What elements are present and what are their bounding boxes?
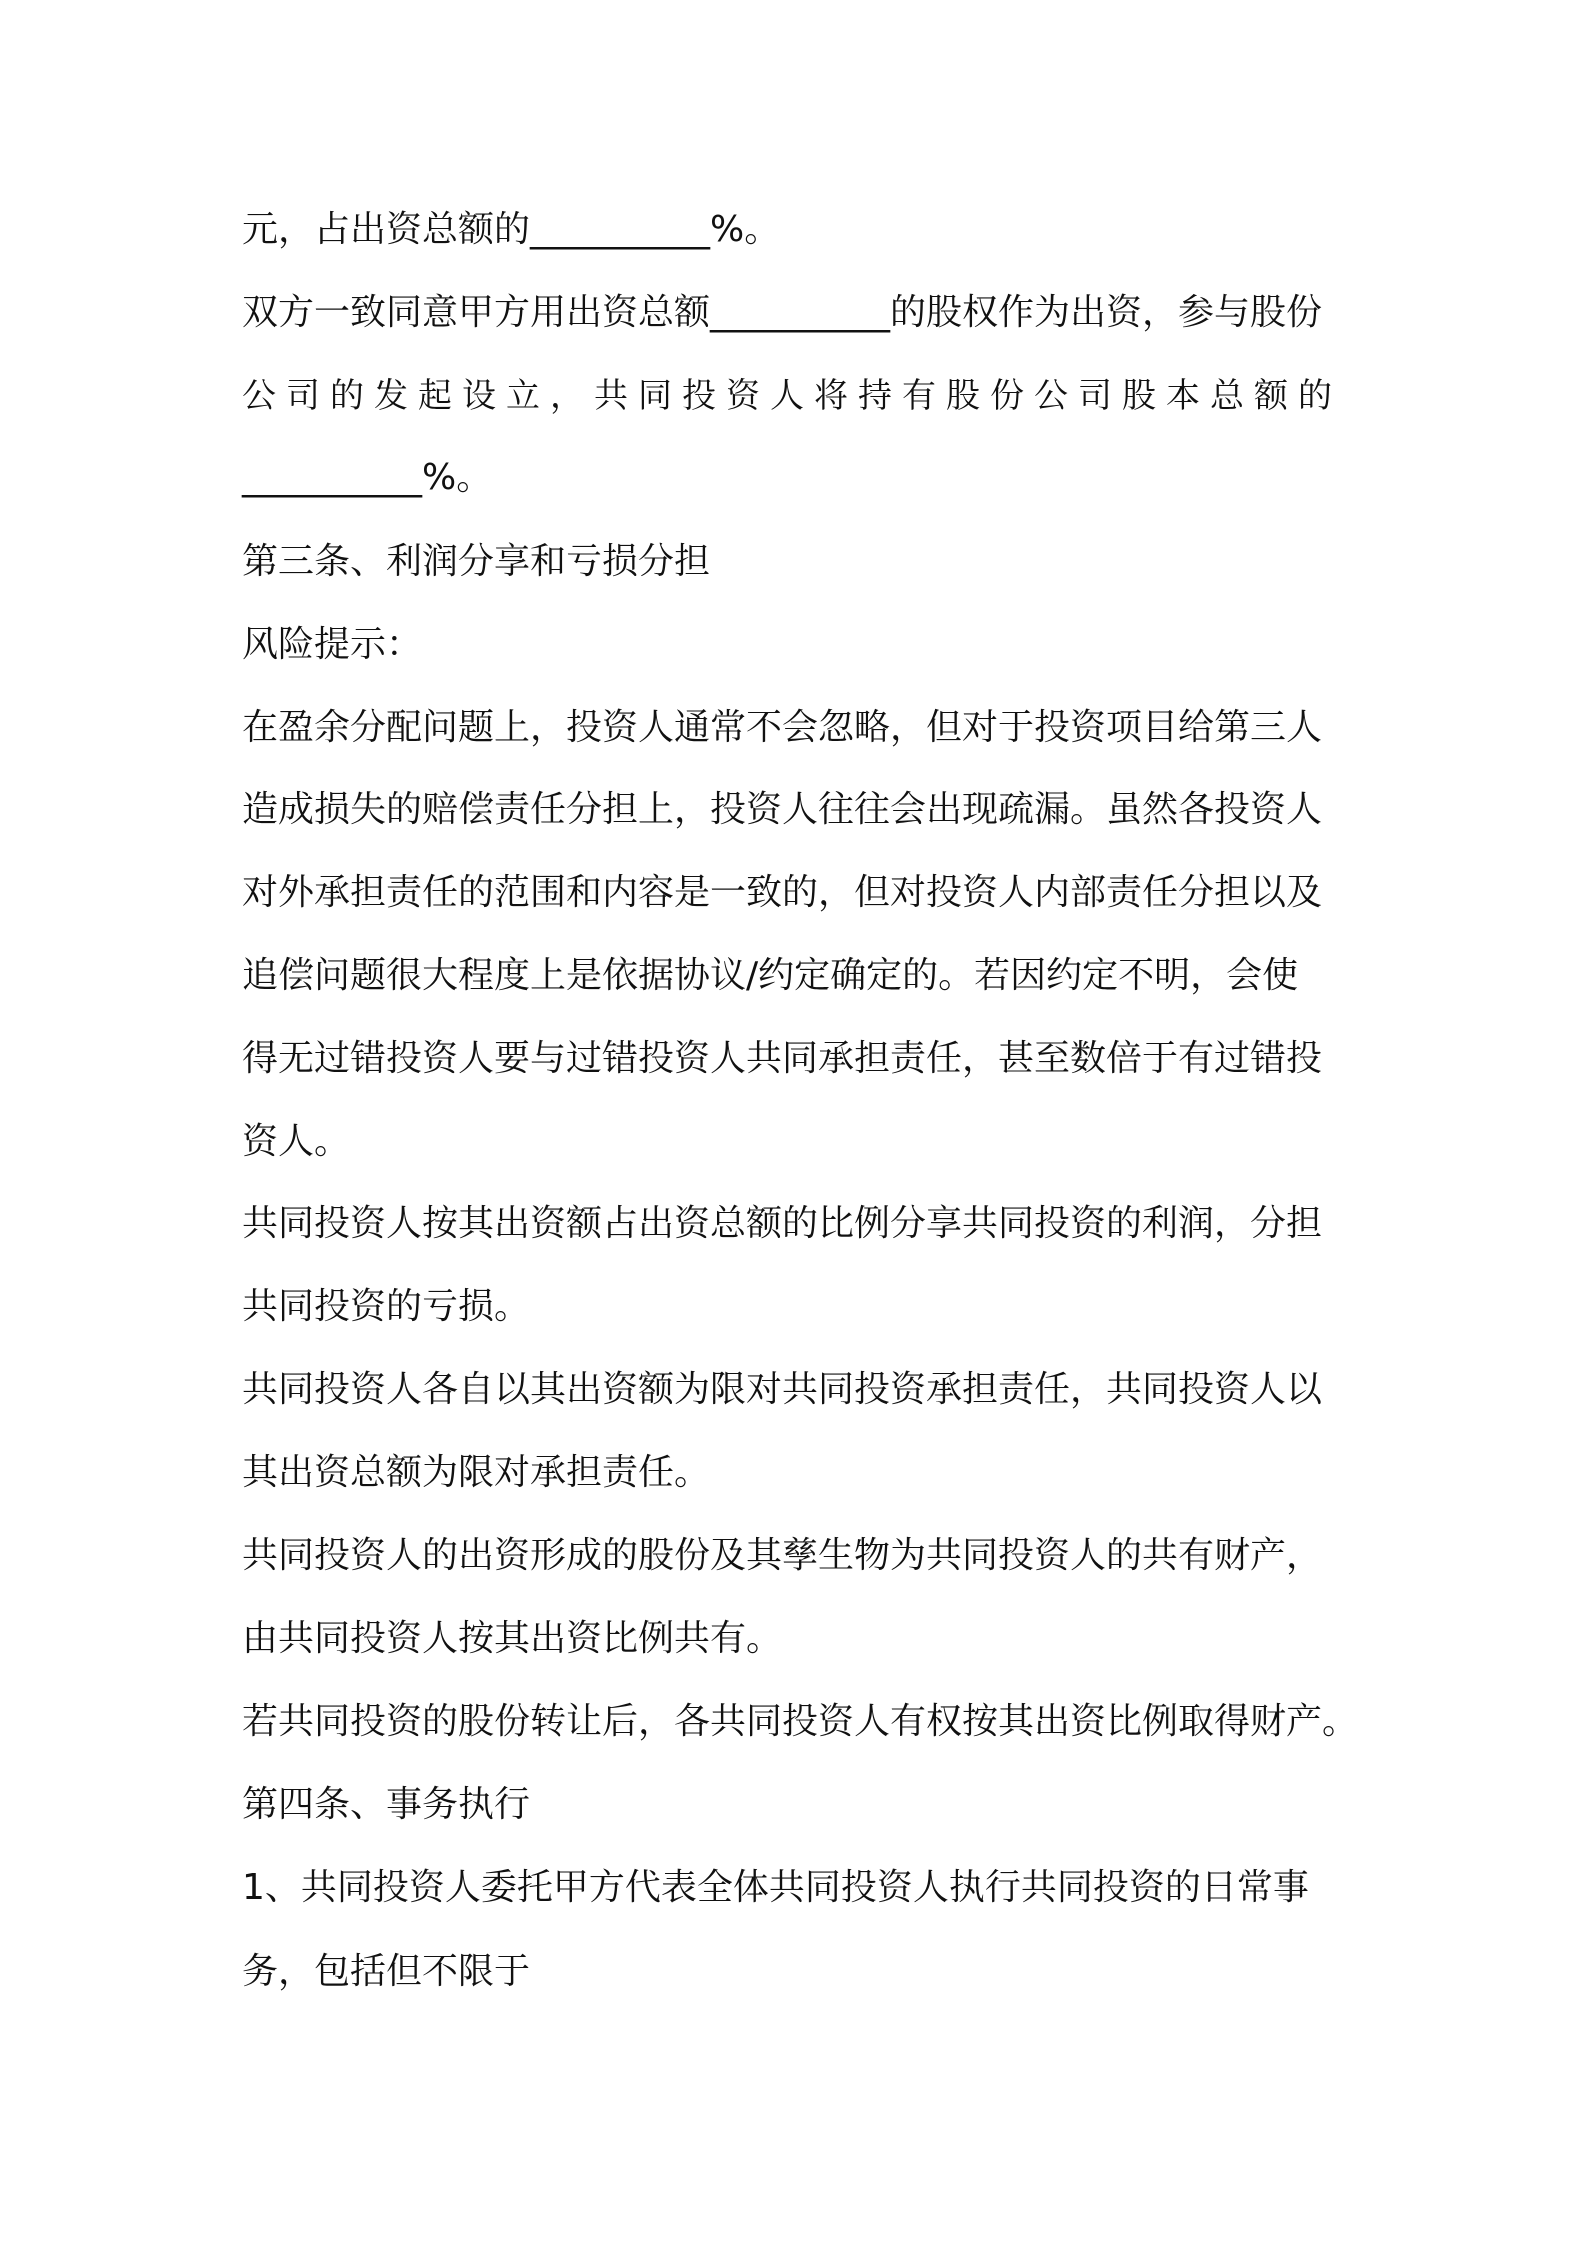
text-line-21: 1、共同投资人委托甲方代表全体共同投资人执行共同投资的日常事 [242, 1867, 1309, 1908]
text-line-13: 共同投资人按其出资额占出资总额的比例分享共同投资的利润，分担 [242, 1203, 1323, 1244]
text-line-12: 资人。 [242, 1121, 351, 1162]
text-line-11: 得无过错投资人要与过错投资人共同承担责任，甚至数倍于有过错投 [242, 1038, 1323, 1079]
text-line-18: 由共同投资人按其出资比例共有。 [242, 1618, 783, 1659]
text-line-4: __________%。 [242, 457, 493, 498]
text-line-19: 若共同投资的股份转让后，各共同投资人有权按其出资比例取得财产。 [242, 1701, 1359, 1742]
text-line-15: 共同投资人各自以其出资额为限对共同投资承担责任，共同投资人以 [242, 1369, 1323, 1410]
text-line-10: 追偿问题很大程度上是依据协议/约定确定的。若因约定不明，会使 [242, 955, 1299, 996]
text-line-2: 双方一致同意甲方用出资总额__________的股权作为出资，参与股份 [242, 292, 1323, 333]
text-line-14: 共同投资的亏损。 [242, 1286, 531, 1327]
text-line-7: 在盈余分配问题上，投资人通常不会忽略，但对于投资项目给第三人 [242, 707, 1323, 748]
text-line-22: 务，包括但不限于 [242, 1951, 531, 1992]
text-line-3: 公司的发起设立，共同投资人将持有股份公司股本总额的 [242, 376, 1342, 416]
text-line-8: 造成损失的赔偿责任分担上，投资人往往会出现疏漏。虽然各投资人 [242, 789, 1323, 830]
text-line-1: 元，占出资总额的__________%。 [242, 209, 781, 250]
text-line-17: 共同投资人的出资形成的股份及其孳生物为共同投资人的共有财产， [242, 1535, 1323, 1576]
section-heading-4: 第四条、事务执行 [242, 1784, 531, 1825]
risk-heading: 风险提示： [242, 624, 423, 665]
section-heading-3: 第三条、利润分享和亏损分担 [242, 541, 711, 582]
text-line-9: 对外承担责任的范围和内容是一致的，但对投资人内部责任分担以及 [242, 872, 1323, 913]
text-line-16: 其出资总额为限对承担责任。 [242, 1452, 711, 1493]
